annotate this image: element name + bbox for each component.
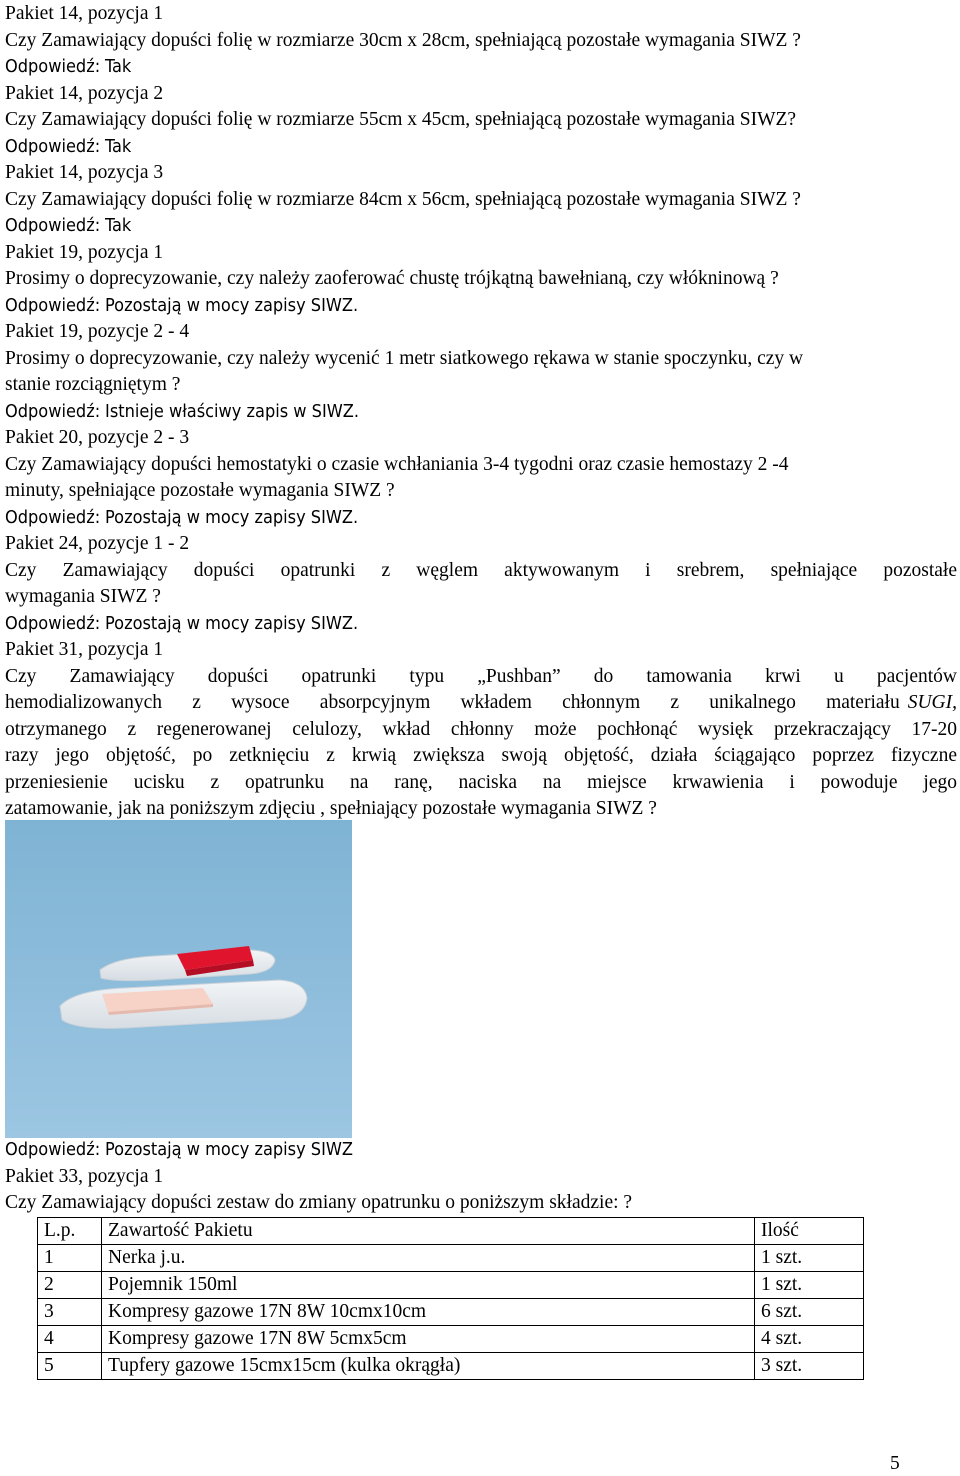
table-cell: 1 szt. (755, 1272, 864, 1299)
answer-text: Pozostają w mocy zapisy SIWZ. (105, 506, 359, 528)
section-question-line: zatamowanie, jak na poniższym zdjęciu , spełniający pozostałe wymagania SIWZ ? (5, 798, 657, 819)
answer-label: Odpowiedź: (5, 215, 101, 236)
table-cell: 1 szt. (755, 1245, 864, 1272)
section-question: Czy Zamawiający dopuści folię w rozmiarze 55cm x 45cm, spełniającą pozostałe wymagania SIWZ? (5, 109, 797, 130)
dressing-photo (5, 820, 352, 1138)
question-text: hemodializowanych z wysoce absorpcyjnym wkładem chłonnym z unikalnego materiału (5, 692, 900, 713)
table-row (38, 1353, 864, 1380)
answer-label: Odpowiedź: (5, 400, 101, 422)
package-contents-table (37, 1217, 864, 1380)
section-header: Pakiet 14, pozycja 2 (5, 82, 164, 104)
table-cell: 6 szt. (755, 1299, 864, 1326)
answer-label: Odpowiedź: (5, 56, 101, 77)
answer-text: Tak (105, 135, 132, 157)
section-header: Pakiet 31, pozycja 1 (5, 639, 164, 660)
table-header-cell: Zawartość Pakietu (102, 1218, 755, 1245)
answer-label: Odpowiedź: (5, 294, 101, 316)
answer-line (5, 611, 957, 638)
section-question: Czy Zamawiający dopuści folię w rozmiarze 84cm x 56cm, spełniającą pozostałe wymagania SIWZ ? (5, 188, 801, 210)
section-header: Pakiet 19, pozycja 1 (5, 241, 164, 263)
section-question: Czy Zamawiający dopuści zestaw do zmiany opatrunku o poniższym składzie: ? (5, 1192, 633, 1213)
section-question-line: stanie rozciągniętym ? (5, 374, 181, 395)
table-row (38, 1326, 864, 1353)
table-row (38, 1272, 864, 1299)
document-page (5, 0, 957, 823)
table-cell: Kompresy gazowe 17N 8W 5cmx5cm (102, 1326, 755, 1353)
table-cell: Nerka j.u. (102, 1245, 755, 1272)
table-cell: Tupfery gazowe 15cmx15cm (kulka okrągła) (102, 1353, 755, 1380)
section-header: Pakiet 33, pozycja 1 (5, 1165, 164, 1187)
table-row (38, 1245, 864, 1272)
table-cell: Pojemnik 150ml (102, 1272, 755, 1299)
section-question: Prosimy o doprecyzowanie, czy należy zaoferować chustę trójkątną bawełnianą, czy włókninową ? (5, 268, 779, 289)
answer-text: Tak (105, 215, 132, 236)
section-question-line: Czy Zamawiający dopuści hemostatyki o czasie wchłaniania 3-4 tygodni oraz czasie hemostazy 2 -4 (5, 453, 789, 475)
answer-text: Istnieje właściwy zapis w SIWZ. (105, 400, 359, 422)
italic-material-name: SUGI, (907, 692, 957, 713)
section-question: Czy Zamawiający dopuści folię w rozmiarze 30cm x 28cm, spełniającą pozostałe wymagania SIWZ ? (5, 29, 801, 51)
answer-line (5, 505, 957, 532)
table-cell: 1 (38, 1245, 102, 1272)
table-cell: 3 (38, 1299, 102, 1326)
section-question-line: otrzymanego z regenerowanej celulozy, wkład chłonny może pochłonąć wysięk przekraczający 17-20 (5, 718, 957, 740)
table-cell: 3 szt. (755, 1353, 864, 1380)
section-question-line (5, 690, 957, 717)
answer-label: Odpowiedź: (5, 612, 101, 634)
table-cell: Kompresy gazowe 17N 8W 10cmx10cm (102, 1299, 755, 1326)
section-header: Pakiet 20, pozycje 2 - 3 (5, 427, 190, 448)
section-header: Pakiet 14, pozycja 1 (5, 3, 164, 24)
section-header: Pakiet 24, pozycje 1 - 2 (5, 533, 190, 554)
answer-text: Pozostają w mocy zapisy SIWZ. (105, 294, 359, 316)
answer-line (5, 399, 957, 426)
section-question-line: Czy Zamawiający dopuści opatrunki z węglem aktywowanym i srebrem, spełniające pozostałe (5, 559, 957, 581)
table-cell: 4 (38, 1326, 102, 1353)
section-question-line: przeniesienie ucisku z opatrunku na ranę, naciska na miejsce krwawienia i powoduje jego (5, 771, 957, 793)
table-cell: 5 (38, 1353, 102, 1380)
answer-label: Odpowiedź: (5, 1139, 101, 1160)
section-question-line: minuty, spełniające pozostałe wymagania SIWZ ? (5, 480, 395, 501)
table-header-cell: L.p. (38, 1218, 102, 1245)
answer-label: Odpowiedź: (5, 506, 101, 528)
table-header-row (38, 1218, 864, 1245)
page-number: 5 (890, 1453, 900, 1474)
table-cell: 4 szt. (755, 1326, 864, 1353)
answer-line (5, 134, 957, 161)
answer-label: Odpowiedź: (5, 135, 101, 157)
table-cell: 2 (38, 1272, 102, 1299)
answer-text: Tak (105, 56, 132, 77)
answer-line (5, 213, 957, 240)
table-row (38, 1299, 864, 1326)
section-question-line: wymagania SIWZ ? (5, 586, 161, 607)
answer-text: Pozostają w mocy zapisy SIWZ (105, 1139, 353, 1160)
section-header: Pakiet 14, pozycja 3 (5, 162, 164, 183)
answer-text: Pozostają w mocy zapisy SIWZ. (105, 612, 359, 634)
answer-line (5, 1137, 957, 1164)
section-question-line: Prosimy o doprecyzowanie, czy należy wycenić 1 metr siatkowego rękawa w stanie spoczynku, czy w (5, 347, 804, 369)
answer-line (5, 293, 957, 320)
post-photo-block (5, 1137, 957, 1217)
table-header-cell: Ilość (755, 1218, 864, 1245)
section-header: Pakiet 19, pozycje 2 - 4 (5, 321, 190, 342)
section-question-line: razy jego objętość, po zetknięciu z krwią zwiększa swoją objętość, działa ściągająco poprzez fizyczne (5, 745, 957, 766)
section-question-line: Czy Zamawiający dopuści opatrunki typu „Pushban” do tamowania krwi u pacjentów (5, 665, 957, 687)
answer-line (5, 54, 957, 81)
